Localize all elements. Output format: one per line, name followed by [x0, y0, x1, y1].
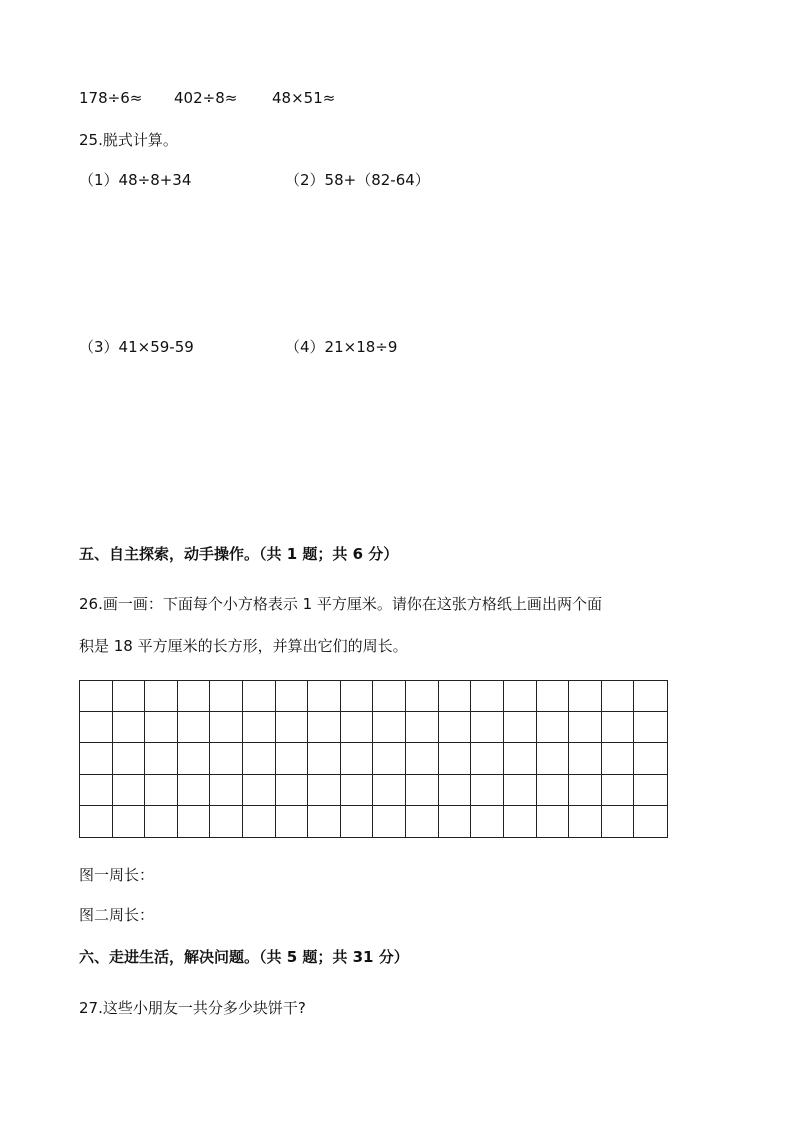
section-6-heading: 六、走进生活，解决问题。（共 5 题；共 31 分）	[79, 948, 409, 966]
grid-cell[interactable]	[341, 681, 374, 712]
grid-cell[interactable]	[145, 681, 178, 712]
grid-cell[interactable]	[373, 743, 406, 774]
grid-cell[interactable]	[373, 681, 406, 712]
question-25-item-1: （1）48÷8+34	[79, 171, 192, 189]
grid-cell[interactable]	[178, 712, 211, 743]
grid-cell[interactable]	[80, 681, 113, 712]
grid-cell[interactable]	[471, 681, 504, 712]
grid-cell[interactable]	[243, 775, 276, 806]
grid-cell[interactable]	[178, 743, 211, 774]
grid-cell[interactable]	[80, 806, 113, 837]
grid-cell[interactable]	[243, 806, 276, 837]
grid-cell[interactable]	[80, 743, 113, 774]
grid-cells[interactable]	[79, 680, 668, 838]
grid-cell[interactable]	[439, 775, 472, 806]
grid-cell[interactable]	[537, 681, 570, 712]
grid-cell[interactable]	[113, 806, 146, 837]
grid-cell[interactable]	[113, 743, 146, 774]
grid-cell[interactable]	[537, 712, 570, 743]
grid-cell[interactable]	[178, 775, 211, 806]
grid-cell[interactable]	[308, 775, 341, 806]
grid-cell[interactable]	[178, 806, 211, 837]
grid-cell[interactable]	[602, 806, 635, 837]
grid-cell[interactable]	[308, 806, 341, 837]
section-5-heading: 五、自主探索，动手操作。（共 1 题；共 6 分）	[79, 545, 399, 563]
grid-cell[interactable]	[537, 806, 570, 837]
question-25-item-3: （3）41×59-59	[79, 338, 194, 356]
grid-cell[interactable]	[373, 712, 406, 743]
grid-cell[interactable]	[373, 775, 406, 806]
grid-cell[interactable]	[145, 743, 178, 774]
grid-cell[interactable]	[504, 712, 537, 743]
grid-cell[interactable]	[406, 743, 439, 774]
grid-cell[interactable]	[439, 806, 472, 837]
grid-cell[interactable]	[406, 712, 439, 743]
question-25-item-2: （2）58+（82-64）	[285, 171, 430, 189]
grid-cell[interactable]	[439, 743, 472, 774]
grid-cell[interactable]	[569, 743, 602, 774]
grid-cell[interactable]	[602, 775, 635, 806]
estimate-item-1: 178÷6≈	[79, 89, 143, 107]
grid-cell[interactable]	[634, 681, 667, 712]
question-27-title: 27.这些小朋友一共分多少块饼干?	[79, 999, 306, 1017]
grid-cell[interactable]	[308, 681, 341, 712]
grid-cell[interactable]	[406, 681, 439, 712]
grid-cell[interactable]	[210, 743, 243, 774]
grid-cell[interactable]	[471, 775, 504, 806]
grid-cell[interactable]	[308, 712, 341, 743]
grid-cell[interactable]	[113, 681, 146, 712]
grid-cell[interactable]	[569, 806, 602, 837]
grid-cell[interactable]	[471, 806, 504, 837]
grid-cell[interactable]	[341, 712, 374, 743]
grid-cell[interactable]	[634, 712, 667, 743]
grid-cell[interactable]	[634, 775, 667, 806]
grid-cell[interactable]	[537, 743, 570, 774]
grid-cell[interactable]	[406, 775, 439, 806]
grid-cell[interactable]	[243, 681, 276, 712]
grid-cell[interactable]	[504, 743, 537, 774]
grid-cell[interactable]	[113, 775, 146, 806]
grid-cell[interactable]	[178, 681, 211, 712]
grid-cell[interactable]	[308, 743, 341, 774]
grid-cell[interactable]	[602, 712, 635, 743]
question-26-line-2: 积是 18 平方厘米的长方形，并算出它们的周长。	[79, 637, 408, 655]
answer-figure-2-perimeter: 图二周长：	[79, 906, 155, 924]
grid-cell[interactable]	[276, 775, 309, 806]
estimate-item-2: 402÷8≈	[174, 89, 238, 107]
grid-cell[interactable]	[341, 775, 374, 806]
grid-cell[interactable]	[634, 806, 667, 837]
grid-cell[interactable]	[276, 743, 309, 774]
grid-cell[interactable]	[276, 806, 309, 837]
grid-cell[interactable]	[569, 681, 602, 712]
grid-cell[interactable]	[145, 775, 178, 806]
grid-cell[interactable]	[145, 806, 178, 837]
grid-cell[interactable]	[439, 712, 472, 743]
grid-cell[interactable]	[634, 743, 667, 774]
question-25-item-4: （4）21×18÷9	[285, 338, 398, 356]
grid-cell[interactable]	[145, 712, 178, 743]
grid-cell[interactable]	[504, 775, 537, 806]
grid-cell[interactable]	[80, 775, 113, 806]
grid-cell[interactable]	[504, 681, 537, 712]
grid-cell[interactable]	[373, 806, 406, 837]
grid-cell[interactable]	[602, 681, 635, 712]
grid-cell[interactable]	[276, 712, 309, 743]
question-26-line-1: 26.画一画：下面每个小方格表示 1 平方厘米。请你在这张方格纸上画出两个面	[79, 595, 602, 613]
square-grid-paper[interactable]	[79, 680, 668, 838]
grid-cell[interactable]	[210, 775, 243, 806]
estimate-item-3: 48×51≈	[272, 89, 336, 107]
answer-figure-1-perimeter: 图一周长：	[79, 866, 155, 884]
grid-cell[interactable]	[243, 712, 276, 743]
grid-cell[interactable]	[504, 806, 537, 837]
question-25-title: 25.脱式计算。	[79, 131, 178, 149]
grid-cell[interactable]	[569, 775, 602, 806]
grid-cell[interactable]	[471, 712, 504, 743]
grid-cell[interactable]	[210, 681, 243, 712]
grid-cell[interactable]	[243, 743, 276, 774]
grid-cell[interactable]	[537, 775, 570, 806]
grid-cell[interactable]	[210, 712, 243, 743]
grid-cell[interactable]	[276, 681, 309, 712]
grid-cell[interactable]	[471, 743, 504, 774]
grid-cell[interactable]	[113, 712, 146, 743]
grid-cell[interactable]	[602, 743, 635, 774]
grid-cell[interactable]	[439, 681, 472, 712]
grid-cell[interactable]	[569, 712, 602, 743]
grid-cell[interactable]	[80, 712, 113, 743]
grid-cell[interactable]	[210, 806, 243, 837]
grid-cell[interactable]	[341, 806, 374, 837]
grid-cell[interactable]	[341, 743, 374, 774]
grid-cell[interactable]	[406, 806, 439, 837]
